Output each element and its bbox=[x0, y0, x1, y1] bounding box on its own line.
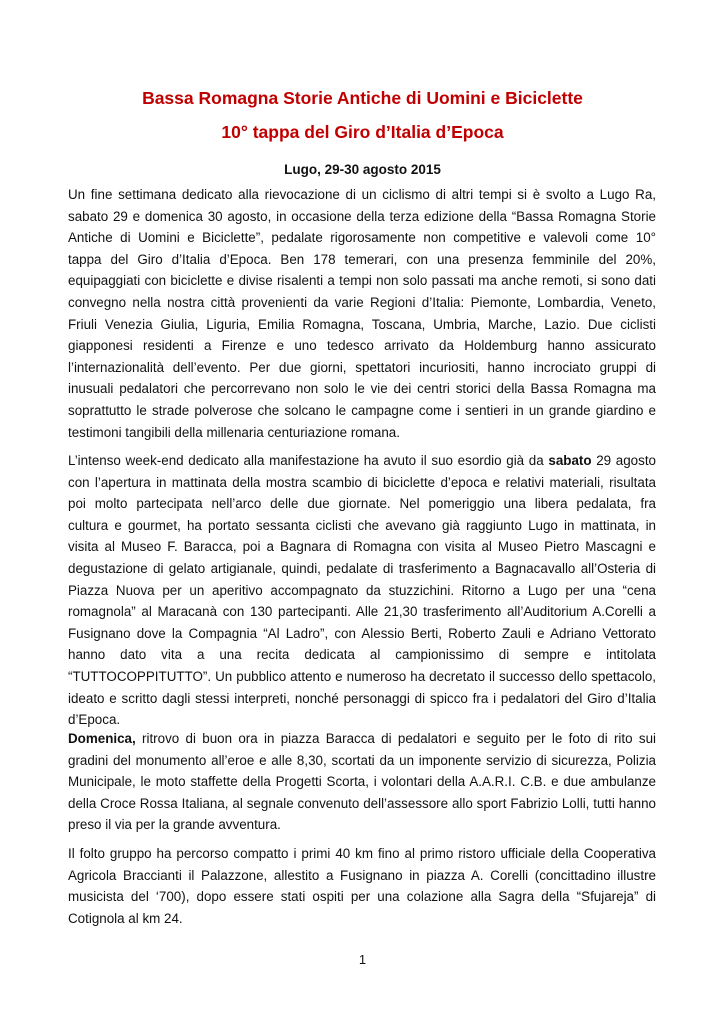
title-line-2: 10° tappa del Giro d’Italia d’Epoca bbox=[221, 122, 504, 142]
title-line-1: Bassa Romagna Storie Antiche di Uomini e Biciclette bbox=[142, 88, 583, 108]
text-line: Cotignola al km 24. bbox=[68, 910, 183, 926]
text-line: giapponesi residenti a Firenze e uno tedesco arrivato da Holdemburg hanno assicurato bbox=[68, 338, 656, 354]
text-line: ideato e scritto dagli stessi interpreti, nonché personaggi di spicco fra i pedalatori del Giro d’Italia bbox=[68, 690, 656, 706]
text-line: degustazione di gelato artigianale, quindi, pedalate di trasferimento a Bagnacavallo all’Osteria di bbox=[68, 560, 656, 576]
text-run: 29 agosto bbox=[591, 453, 656, 468]
text-line: preso il via per la grande avventura. bbox=[68, 817, 281, 833]
text-run: L’intenso week-end dedicato alla manifestazione ha avuto il suo esordio già da bbox=[68, 453, 544, 468]
text-line: Municipale, le moto staffette della Progetti Scorta, i volontari della A.A.R.I. C.B. e due ambulanze bbox=[68, 774, 656, 790]
text-line: Friuli Venezia Giulia, Liguria, Emilia Romagna, Toscana, Umbria, Marche, Lazio. Due ciclisti bbox=[68, 316, 656, 332]
text-line: Agricola Braccianti il Palazzone, allestito a Fusignano in piazza A. Corelli (concittadino illustre bbox=[68, 867, 656, 883]
text-line: con l’apertura in mattinata della mostra scambio di biciclette d’epoca e relativi materiali, risultata bbox=[68, 474, 656, 490]
text-line: testimoni tangibili della millenaria centuriazione romana. bbox=[68, 424, 400, 440]
text-line: convegno nella nostra città provenienti da varie Regioni d’Italia: Piemonte, Lombardia, Veneto, bbox=[68, 294, 656, 310]
text-line bbox=[68, 728, 656, 750]
text-line: Un fine settimana dedicato alla rievocazione di un ciclismo di altri tempi si è svolto a Lugo Ra, bbox=[68, 187, 656, 202]
text-line: gradini del monumento all’eroe e alle 8,30, scortati da un imponente servizio di sicurezza, Polizia bbox=[68, 752, 656, 768]
text-line: della Croce Rossa Italiana, al segnale convenuto dell’assessore allo sport Fabrizio Lolli, tutti hanno bbox=[68, 795, 656, 811]
text-line: hanno dato vita a una recita dedicata al campionissimo di sempre e intitolata bbox=[68, 647, 656, 663]
paragraph-4 bbox=[68, 843, 656, 929]
text-line bbox=[68, 450, 656, 472]
text-line: Antiche di Uomini e Biciclette”, pedalate rigorosamente non competitive e valevoli come 10° bbox=[68, 230, 656, 246]
text-line: Il folto gruppo ha percorso compatto i primi 40 km fino al primo ristoro ufficiale della Cooperativa bbox=[68, 846, 656, 861]
subtitle-date-place: Lugo, 29-30 agosto 2015 bbox=[284, 162, 441, 177]
text-line: Piazza Nuova per un aperitivo accompagnato da stuzzichini. Ritorno a Lugo per una “cena bbox=[68, 582, 656, 598]
text-line: inusuali pedalatori che percorrevano non solo le vie dei centri storici della Bassa Romagna ma bbox=[68, 381, 656, 397]
text-line: equipaggiati con biciclette e divise risalenti a tempi non solo passati ma anche remoti, si sono dati bbox=[68, 273, 656, 289]
text-line: musicista del ‘700), dopo essere stati ospiti per una colazione alla Sagra della “Sfujareja” di bbox=[68, 889, 656, 905]
text-line: visita al Museo F. Baracca, poi a Bagnara di Romagna con visita al Museo Pietro Mascagni e bbox=[68, 539, 656, 555]
text-run: ritrovo di buon ora in piazza Baracca di pedalatori e seguito per le foto di rito sui bbox=[135, 731, 656, 746]
paragraph-1 bbox=[68, 184, 656, 443]
text-line: tappa del Giro d’Italia d’Epoca. Ben 178 temerari, con una presenza femminile del 20%, bbox=[68, 251, 656, 267]
text-line: “TUTTOCOPPITUTTO”. Un pubblico attento e numeroso ha decretato il successo dello spettacolo, bbox=[68, 668, 656, 684]
bold-word-sabato: sabato bbox=[548, 453, 592, 468]
text-line: poi molto partecipata nell’arco delle due giornate. Nel pomeriggio una libera pedalata, fra bbox=[68, 496, 656, 512]
text-line: cultura e gourmet, ha portato sessanta ciclisti che avevano già raggiunto Lugo in mattinata, in bbox=[68, 517, 656, 533]
paragraph-2 bbox=[68, 450, 656, 731]
text-line: soprattutto le strade polverose che solcano le campagne come i sentieri in un grande giardino e bbox=[68, 402, 656, 418]
text-line: romagnola” al Maracanà con 130 partecipanti. Alle 21,30 trasferimento all’Auditorium A.Corelli a bbox=[68, 604, 656, 620]
text-line: d’Epoca. bbox=[68, 712, 121, 728]
text-line: sabato 29 e domenica 30 agosto, in occasione della terza edizione della “Bassa Romagna Storie bbox=[68, 208, 656, 224]
text-line: l’internazionalità dell’evento. Per due giorni, spettatori incuriositi, hanno incrociato gruppi di bbox=[68, 359, 656, 375]
bold-word-domenica: Domenica, bbox=[68, 731, 136, 746]
text-line: Fusignano dove la Compagnia “Al Ladro”, con Alessio Berti, Roberto Zauli e Adriano Vettorato bbox=[68, 625, 656, 641]
page-number: 1 bbox=[358, 952, 367, 967]
paragraph-3 bbox=[68, 728, 656, 836]
